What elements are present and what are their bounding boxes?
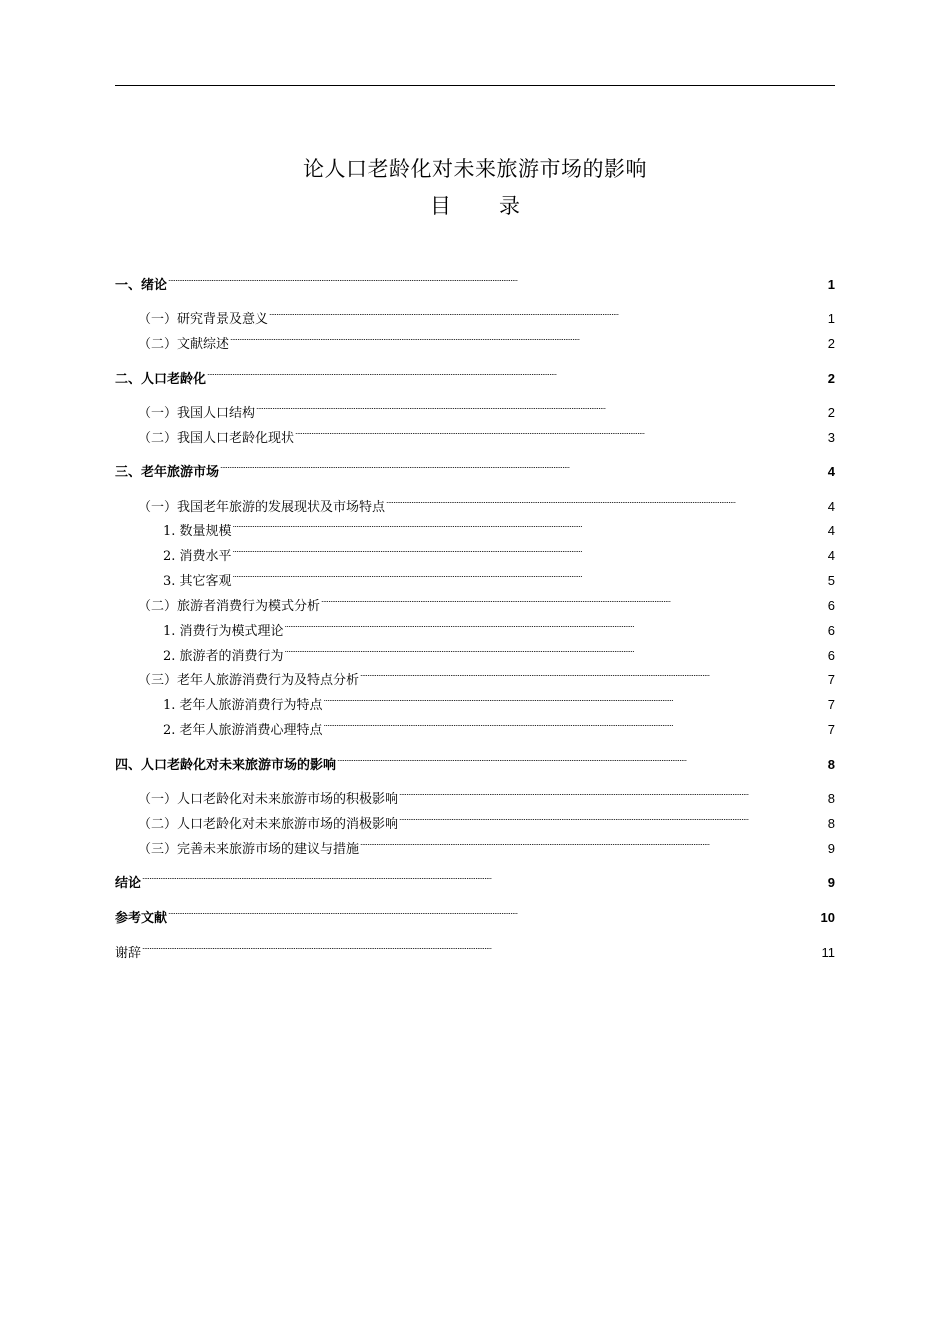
toc-entry[interactable] [138,420,835,446]
toc-entry-page-number: 9 [827,875,835,890]
toc-entry[interactable] [138,326,835,352]
toc-dot-leader [269,301,827,323]
toc-entry-label: （三）老年人旅游消费行为及特点分析 [138,673,360,688]
toc-dot-leader [142,865,827,887]
toc-entry-page-number: 6 [827,648,835,663]
toc-entry-page-number: 3 [827,430,835,445]
toc-entry-page-number: 4 [827,523,835,538]
document-title: 论人口老龄化对未来旅游市场的影响 [303,157,647,181]
toc-entry[interactable] [115,865,835,891]
toc-entry[interactable] [163,538,835,564]
toc-entry-page-number: 7 [827,672,835,687]
toc-entry-label: 1. 数量规模 [163,524,232,539]
toc-dot-leader [399,806,827,828]
toc-entry[interactable] [163,687,835,713]
toc-dot-leader [386,489,827,511]
toc-entry[interactable] [138,489,835,515]
toc-entry-page-number: 6 [827,598,835,613]
toc-entry-label: （一）我国老年旅游的发展现状及市场特点 [138,500,386,515]
toc-entry-page-number: 7 [827,722,835,737]
toc-entry-label: 2. 老年人旅游消费心理特点 [163,723,323,738]
toc-dot-leader [321,588,827,610]
toc-entry[interactable] [115,935,835,961]
toc-entry-page-number: 2 [827,405,835,420]
toc-entry[interactable] [138,806,835,832]
toc-entry-page-number: 7 [827,697,835,712]
toc-dot-leader [168,267,827,289]
toc-entry[interactable] [115,454,835,480]
toc-dot-leader [233,538,827,560]
toc-entry-page-number: 8 [827,816,835,831]
toc-dot-leader [207,361,827,383]
toc-entry-label: 1. 老年人旅游消费行为特点 [163,698,323,713]
toc-entry-page-number: 5 [827,573,835,588]
toc-dot-leader [360,662,827,684]
toc-dot-leader [295,420,827,442]
toc-entry[interactable] [163,613,835,639]
toc-dot-leader [324,687,827,709]
toc-dot-leader [256,395,827,417]
toc-entry-label: （二）人口老龄化对未来旅游市场的消极影响 [138,817,399,832]
toc-entry[interactable] [138,831,835,857]
toc-entry-label: 二、人口老龄化 [115,372,207,387]
toc-dot-leader [233,563,827,585]
toc-entry[interactable] [115,747,835,773]
toc-entry-label: 三、老年旅游市场 [115,465,220,480]
toc-entry-label: 2. 旅游者的消费行为 [163,649,284,664]
toc-dot-leader [399,781,827,803]
toc-entry-label: （一）人口老龄化对未来旅游市场的积极影响 [138,792,399,807]
toc-entry-page-number: 2 [827,336,835,351]
toc-entry[interactable] [115,900,835,926]
toc-entry-page-number: 11 [821,945,835,960]
toc-dot-leader [360,831,827,853]
toc-entry[interactable] [138,781,835,807]
toc-entry[interactable] [138,588,835,614]
toc-dot-leader [168,900,820,922]
toc-entry-label: 1. 消费行为模式理论 [163,624,284,639]
toc-entry-page-number: 2 [827,371,835,386]
toc-entry[interactable] [163,712,835,738]
toc-entry-label: 2. 消费水平 [163,549,232,564]
toc-dot-leader [220,454,827,476]
toc-entry[interactable] [138,301,835,327]
toc-dot-leader [337,747,827,769]
toc-entry[interactable] [163,513,835,539]
toc-entry-label: （一）我国人口结构 [138,406,256,421]
toc-entry-page-number: 9 [827,841,835,856]
toc-entry[interactable] [163,563,835,589]
toc-entry-page-number: 8 [827,757,835,772]
toc-entry[interactable] [138,662,835,688]
toc-heading-char-1: 目 [430,194,451,218]
toc-entry[interactable] [163,638,835,664]
toc-heading-char-2: 录 [499,194,520,218]
toc-dot-leader [142,935,820,957]
toc-entry-label: 谢辞 [115,946,142,961]
toc-entry-page-number: 6 [827,623,835,638]
toc-dot-leader [233,513,827,535]
toc-entry-label: 一、绪论 [115,278,168,293]
toc-entry-label: （三）完善未来旅游市场的建议与措施 [138,842,360,857]
toc-entry-page-number: 4 [827,548,835,563]
toc-entry[interactable] [138,395,835,421]
toc-entry[interactable] [115,267,835,293]
toc-entry-label: 结论 [115,876,142,891]
toc-entry-label: （二）文献综述 [138,337,230,352]
toc-entry-label: 四、人口老龄化对未来旅游市场的影响 [115,758,337,773]
toc-entry-label: 参考文献 [115,911,168,926]
toc-dot-leader [285,638,827,660]
toc-dot-leader [285,613,827,635]
toc-entry-page-number: 10 [820,910,835,925]
toc-entry-page-number: 1 [827,311,835,326]
toc-entry-page-number: 4 [827,499,835,514]
toc-entry[interactable] [115,361,835,387]
toc-entry-page-number: 1 [827,277,835,292]
toc-entry-label: （二）我国人口老龄化现状 [138,431,295,446]
toc-entry-label: （一）研究背景及意义 [138,312,269,327]
toc-dot-leader [324,712,827,734]
toc-entry-page-number: 8 [827,791,835,806]
toc-entry-page-number: 4 [827,464,835,479]
toc-entry-label: 3. 其它客观 [163,574,232,589]
toc-entry-label: （二）旅游者消费行为模式分析 [138,599,321,614]
toc-dot-leader [230,326,827,348]
